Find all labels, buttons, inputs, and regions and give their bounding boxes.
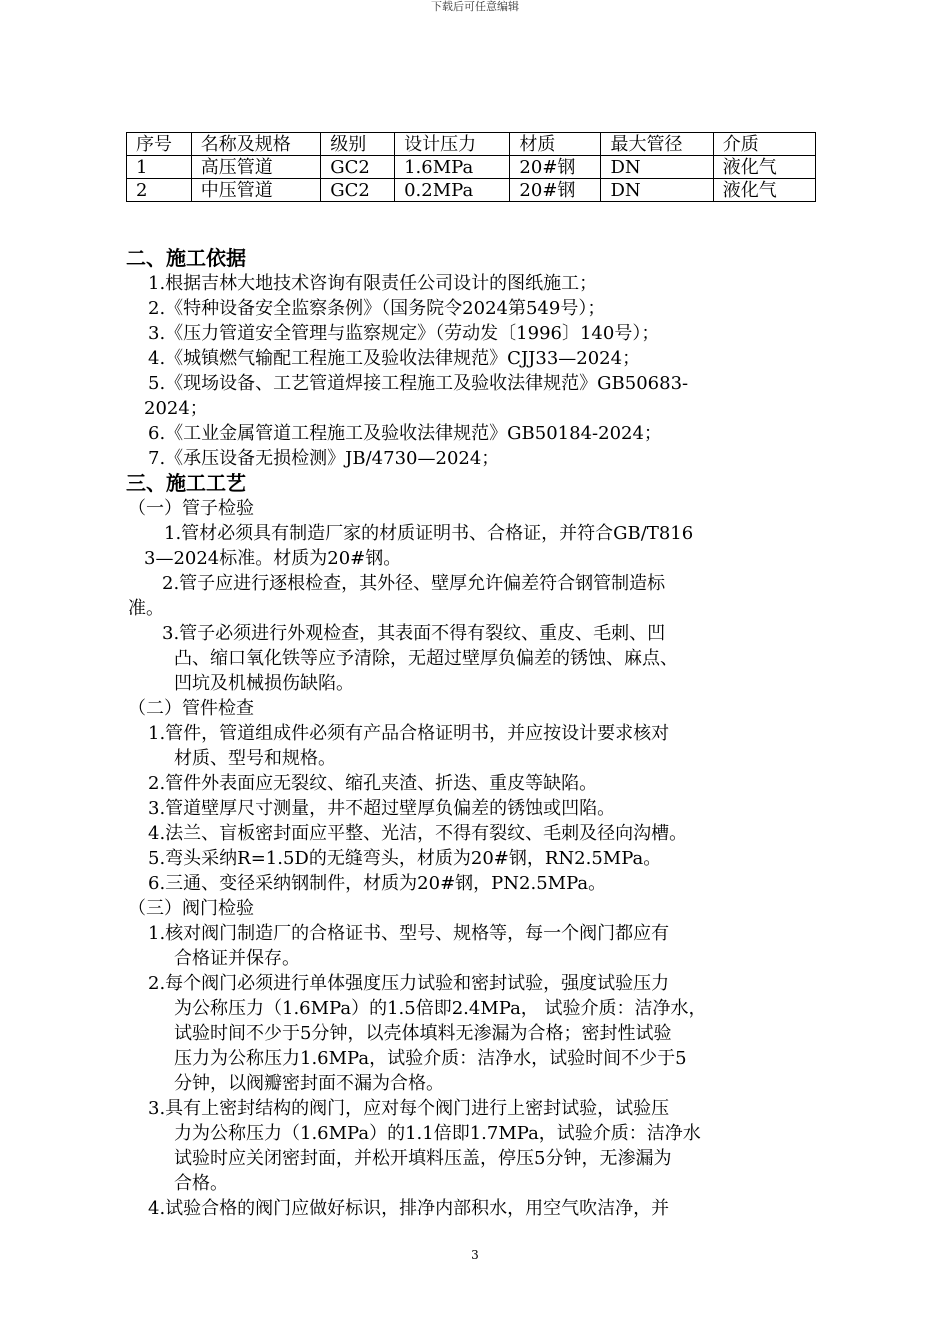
- paragraph-line: 3.管道壁厚尺寸测量，井不超过壁厚负偏差的锈蚀或凹陷。: [148, 798, 616, 819]
- table-cell: 中压管道: [191, 179, 321, 202]
- subsection-title: （一）管子检验: [128, 498, 254, 519]
- table-row: [127, 179, 816, 202]
- table-cell: DN: [601, 179, 713, 202]
- list-item: 6.《工业金属管道工程施工及验收法律规范》GB50184-2024；: [148, 423, 662, 444]
- paragraph-line: 材质、型号和规格。: [174, 748, 336, 769]
- paragraph-line: 3—2024标准。材质为20#钢。: [144, 548, 402, 569]
- paragraph-line: 试验时间不少于5分钟，以壳体填料无渗漏为合格；密封性试验: [174, 1023, 672, 1044]
- table-cell: 20#钢: [510, 156, 601, 179]
- paragraph-line: 凹坑及机械损伤缺陷。: [174, 673, 354, 694]
- list-item-continuation: 2024；: [144, 398, 208, 419]
- paragraph-line: 压力为公称压力1.6MPa，试验介质：洁净水，试验时间不少于5: [174, 1048, 687, 1069]
- paragraph-line: 合格证并保存。: [174, 948, 300, 969]
- list-item: 3.《压力管道安全管理与监察规定》（劳动发〔1996〕140号）；: [148, 323, 660, 344]
- table-cell: 高压管道: [191, 156, 321, 179]
- table-cell: 1: [127, 156, 192, 179]
- paragraph-line: 分钟，以阀瓣密封面不漏为合格。: [174, 1073, 444, 1094]
- table-header-cell: 材质: [510, 133, 601, 156]
- paragraph-line: 6.三通、变径采纳钢制件，材质为20#钢，PN2.5MPa。: [148, 873, 607, 894]
- paragraph-line: 力为公称压力（1.6MPa）的1.1倍即1.7MPa，试验介质：洁净水: [174, 1123, 701, 1144]
- list-item: 2.《特种设备安全监察条例》（国务院令2024第549号）；: [148, 298, 606, 319]
- section-title: 三、施工工艺: [126, 471, 246, 495]
- section-title: 二、施工依据: [126, 246, 246, 270]
- paragraph-line: 3.具有上密封结构的阀门，应对每个阀门进行上密封试验，试验压: [148, 1098, 670, 1119]
- table-cell: 1.6MPa: [395, 156, 510, 179]
- table-header-cell: 介质: [713, 133, 815, 156]
- table-cell: 20#钢: [510, 179, 601, 202]
- table-header-cell: 最大管径: [601, 133, 713, 156]
- paragraph-line: 凸、缩口氧化铁等应予清除，无超过壁厚负偏差的锈蚀、麻点、: [174, 648, 678, 669]
- list-item: 7.《承压设备无损检测》JB/4730—2024；: [148, 448, 500, 469]
- paragraph-line: 2.管子应进行逐根检查，其外径、壁厚允许偏差符合钢管制造标: [162, 573, 666, 594]
- table-header-cell: 级别: [321, 133, 395, 156]
- table-cell: GC2: [321, 179, 395, 202]
- paragraph-line: 3.管子必须进行外观检查，其表面不得有裂纹、重皮、毛刺、凹: [162, 623, 666, 644]
- table-header-cell: 设计压力: [395, 133, 510, 156]
- paragraph-line: 5.弯头采纳R=1.5D的无缝弯头，材质为20#钢，RN2.5MPa。: [148, 848, 662, 869]
- table-row: [127, 156, 816, 179]
- table-header-row: [127, 133, 816, 156]
- page-number: 3: [471, 1248, 479, 1262]
- table-cell: 液化气: [713, 179, 815, 202]
- table-cell: GC2: [321, 156, 395, 179]
- document-body: [126, 246, 816, 1221]
- paragraph-line: 1.管件，管道组成件必须有产品合格证明书，并应按设计要求核对: [148, 723, 670, 744]
- paragraph-line: 为公称压力（1.6MPa）的1.5倍即2.4MPa， 试验介质：洁净水，: [174, 998, 707, 1019]
- table-cell: 2: [127, 179, 192, 202]
- table-cell: 0.2MPa: [395, 179, 510, 202]
- paragraph-line: 1.核对阀门制造厂的合格证书、型号、规格等，每一个阀门都应有: [148, 923, 670, 944]
- paragraph-line: 4.试验合格的阀门应做好标识，排净内部积水，用空气吹洁净，并: [148, 1198, 670, 1219]
- header-note: 下载后可任意编辑: [431, 0, 519, 13]
- paragraph-line: 1.管材必须具有制造厂家的材质证明书、合格证，并符合GB/T816: [164, 523, 694, 544]
- table-cell: DN: [601, 156, 713, 179]
- pipeline-spec-table: [126, 132, 816, 202]
- paragraph-line: 合格。: [174, 1173, 228, 1194]
- table-header-cell: 序号: [127, 133, 192, 156]
- paragraph-line: 2.管件外表面应无裂纹、缩孔夹渣、折迭、重皮等缺陷。: [148, 773, 598, 794]
- list-item: 1.根据吉林大地技术咨询有限责任公司设计的图纸施工；: [148, 273, 598, 294]
- list-item: 5.《现场设备、工艺管道焊接工程施工及验收法律规范》GB50683-: [148, 373, 689, 394]
- table-cell: 液化气: [713, 156, 815, 179]
- paragraph-line: 2.每个阀门必须进行单体强度压力试验和密封试验，强度试验压力: [148, 973, 670, 994]
- subsection-title: （三）阀门检验: [128, 898, 254, 919]
- list-item: 4.《城镇燃气输配工程施工及验收法律规范》CJJ33—2024；: [148, 348, 641, 369]
- subsection-title: （二）管件检查: [128, 698, 254, 719]
- table-header-cell: 名称及规格: [191, 133, 321, 156]
- paragraph-line: 准。: [128, 598, 164, 619]
- paragraph-line: 4.法兰、盲板密封面应平整、光洁，不得有裂纹、毛刺及径向沟槽。: [148, 823, 688, 844]
- paragraph-line: 试验时应关闭密封面，并松开填料压盖，停压5分钟，无渗漏为: [174, 1148, 672, 1169]
